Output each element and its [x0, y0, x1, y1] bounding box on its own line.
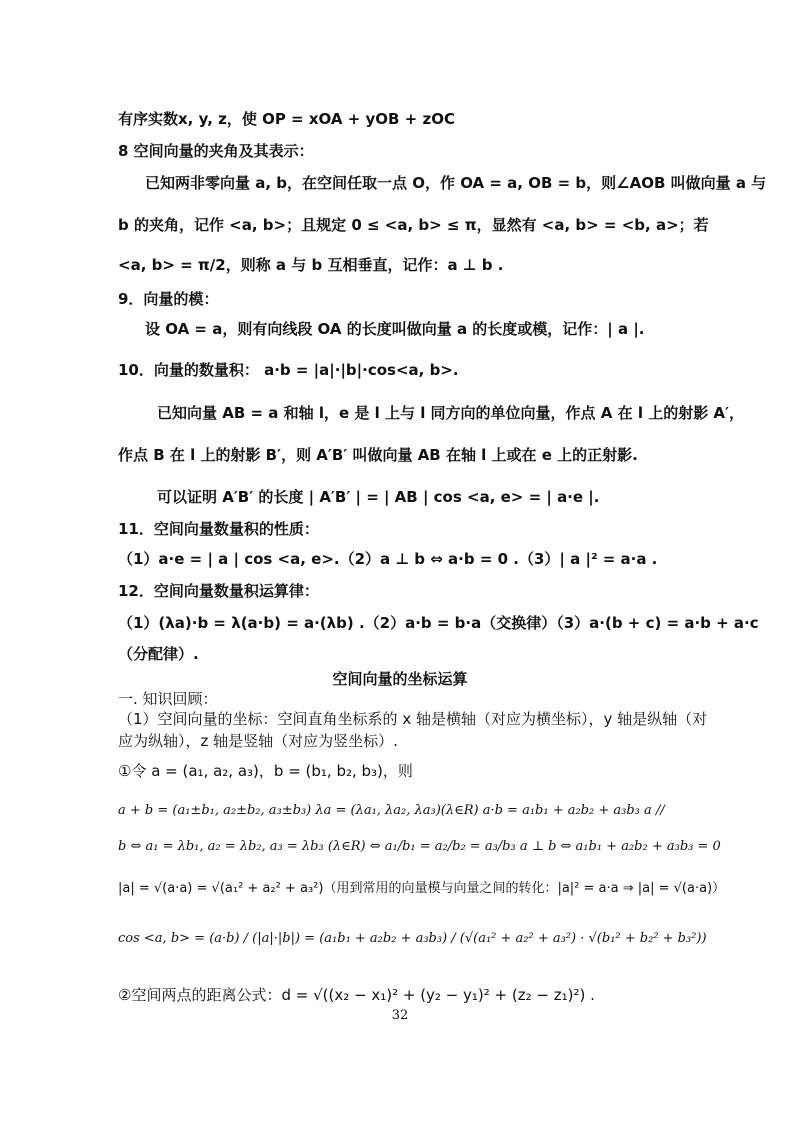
text-line-4: b 的夹角，记作 <a, b>；且规定 0 ≤ <a, b> ≤ π，显然有 <a, b> = <b, a>；若 — [118, 216, 709, 234]
page-number: 32 — [391, 1008, 409, 1023]
formula-line-24: |a| = √(a·a) = √(a₁² + a₂² + a₃²)（用到常用的向量模与向量之间的转化：|a|² = a·a ⇒ |a| = √(a·a)） — [118, 881, 726, 896]
text-line-15: （1）(λa)·b = λ(a·b) = a·(λb) .（2）a·b = b·a（交换律）（3）a·(b + c) = a·b + a·c — [118, 614, 759, 632]
section-heading-8: 8 空间向量的夹角及其表示： — [118, 142, 314, 160]
text-line-10: 作点 B 在 l 上的射影 B′，则 A′B′ 叫做向量 AB 在轴 l 上或在 e 上的正射影. — [118, 446, 638, 464]
text-line-7: 设 OA = a，则有向线段 OA 的长度叫做向量 a 的长度或模，记作：| a |. — [145, 320, 645, 338]
text-line-20: 应为纵轴），z 轴是竖轴（对应为竖坐标）. — [118, 732, 398, 750]
section-heading-11: 11．空间向量数量积的性质： — [118, 520, 319, 538]
section-heading-10: 10．向量的数量积： a·b = |a|·|b|·cos<a, b>. — [118, 361, 459, 379]
text-line-9: 已知向量 AB = a 和轴 l，e 是 l 上与 l 同方向的单位向量，作点 A 在 l 上的射影 A′， — [157, 404, 744, 422]
section-title: 空间向量的坐标运算 — [332, 670, 468, 688]
text-line-18: 一. 知识回顾： — [118, 690, 218, 708]
text-line-16: （分配律）. — [118, 645, 199, 663]
text-line-19: （1）空间向量的坐标：空间直角坐标系的 x 轴是横轴（对应为横坐标），y 轴是纵轴（对 — [118, 710, 708, 728]
section-heading-12: 12．空间向量数量积运算律： — [118, 582, 319, 600]
text-line-11: 可以证明 A′B′ 的长度 | A′B′ | = | AB | cos <a, e> = | a·e |. — [157, 488, 600, 506]
formula-line-25: cos <a, b> = (a·b) / (|a|·|b|) = (a₁b₁ + a₂b₂ + a₃b₃) / (√(a₁² + a₂² + a₃²) · √(b₁² + b₂² + b₃²)) — [118, 931, 707, 946]
text-line-5: <a, b> = π/2，则称 a 与 b 互相垂直，记作：a ⊥ b . — [118, 256, 504, 274]
text-line-1: 有序实数x, y, z，使 OP = xOA + yOB + zOC — [118, 110, 455, 128]
section-heading-9: 9．向量的模： — [118, 290, 219, 308]
text-line-21: ①令 a = (a₁, a₂, a₃)，b = (b₁, b₂, b₃)，则 — [118, 762, 413, 780]
formula-line-26: ②空间两点的距离公式：d = √((x₂ − x₁)² + (y₂ − y₁)² + (z₂ − z₁)²) . — [118, 986, 595, 1004]
text-line-3: 已知两非零向量 a, b，在空间任取一点 O，作 OA = a, OB = b，则∠AOB 叫做向量 a 与 — [145, 174, 767, 192]
text-line-13: （1）a·e = | a | cos <a, e>.（2）a ⊥ b ⇔ a·b = 0 .（3）| a |² = a·a . — [118, 550, 658, 568]
formula-line-23: b ⇔ a₁ = λb₁, a₂ = λb₂, a₃ = λb₃ (λ∈R) ⇔ a₁/b₁ = a₂/b₂ = a₃/b₃ a ⊥ b ⇔ a₁b₁ + a₂b₂ + a₃b₃ = 0 — [118, 839, 721, 854]
formula-line-22: a + b = (a₁±b₁, a₂±b₂, a₃±b₃) λa = (λa₁, λa₂, λa₃)(λ∈R) a·b = a₁b₁ + a₂b₂ + a₃b₃ a // — [118, 803, 665, 818]
